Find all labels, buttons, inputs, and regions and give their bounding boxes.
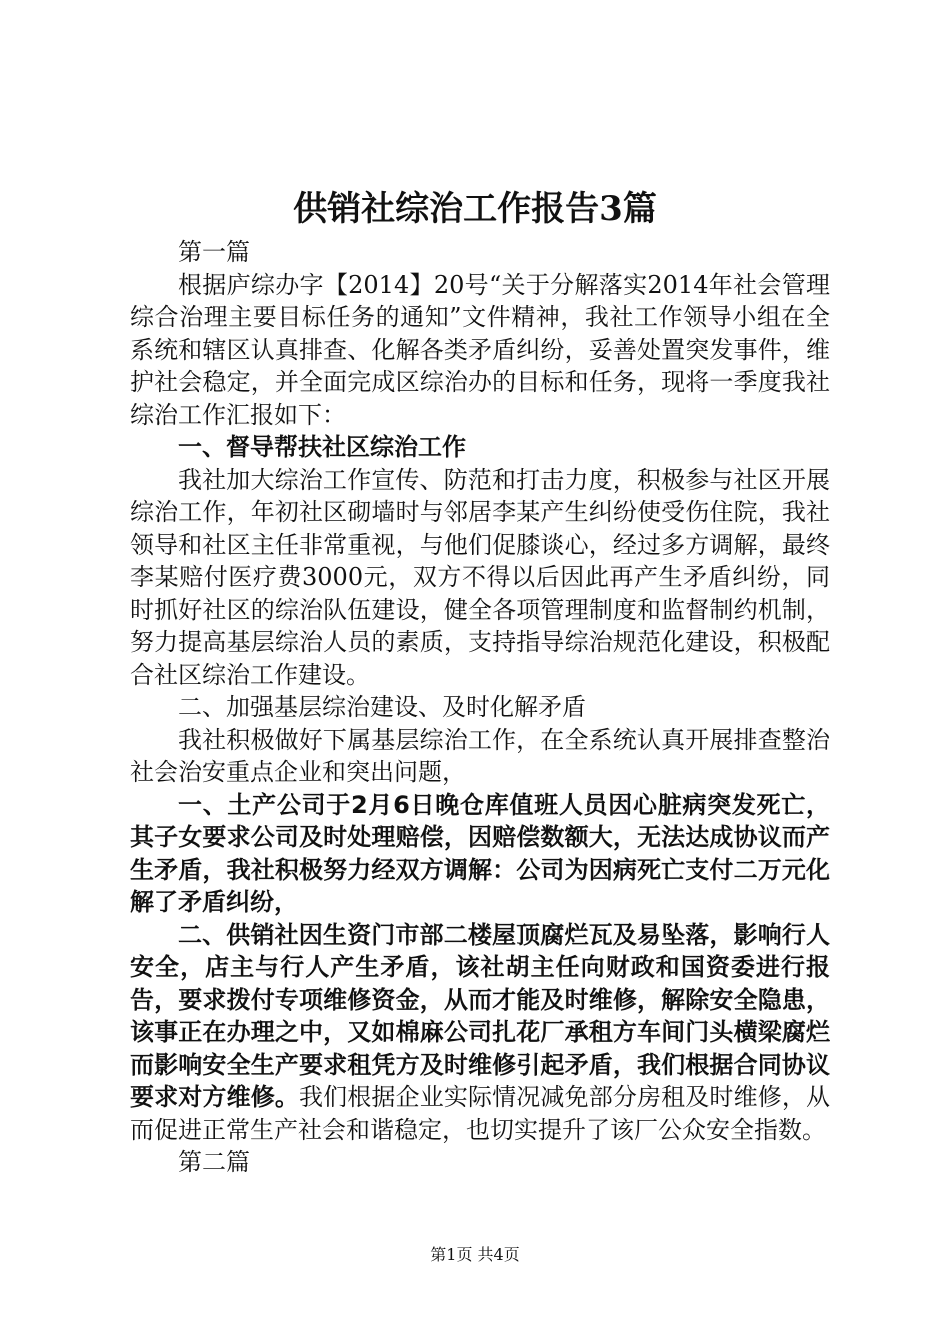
grassroots-paragraph: 我社积极做好下属基层综治工作，在全系统认真开展排查整治社会治安重点企业和突出问题， (130, 725, 830, 786)
heading-grassroots: 二、加强基层综治建设、及时化解矛盾 (178, 693, 586, 721)
item-supply-coop (130, 919, 830, 1147)
document-title: 供销社综治工作报告3篇 (293, 189, 657, 229)
page-footer: 第1页 共4页 (430, 1245, 520, 1264)
item-supply-coop-bold: 二、供销社因生资门市部二楼屋顶腐烂瓦及易坠落，影响行人安全，店主与行人产生矛盾，该社胡主任向财政和国资委进行报告，要求拨付专项维修资金，从而才能及时维修，解除安全隐患，该事正在办理之中，又如棉麻公司扎花厂承租方车间门头横梁腐烂而影响安全生产要求租凭方及时维修引起矛盾，我们根据合同协议要求对方维修。 (130, 920, 830, 1111)
item-tuchan-company: 一、土产公司于2月6日晚仓库值班人员因心脏病突发死亡，其子女要求公司及时处理赔偿，因赔偿数额大，无法达成协议而产生矛盾，我社积极努力经双方调解：公司为因病死亡支付二万元化解了矛盾纠纷， (130, 790, 830, 916)
document-body (130, 236, 830, 1179)
section-label-first: 第一篇 (178, 238, 250, 266)
section-label-second: 第二篇 (178, 1148, 250, 1176)
heading-community-work: 一、督导帮扶社区综治工作 (178, 433, 466, 461)
community-work-paragraph: 我社加大综治工作宣传、防范和打击力度，积极参与社区开展综治工作，年初社区砌墙时与邻居李某产生纠纷使受伤住院，我社领导和社区主任非常重视，与他们促膝谈心，经过多方调解，最终李某赔付医疗费3000元，双方不得以后因此再产生矛盾纠纷，同时抓好社区的综治队伍建设，健全各项管理制度和监督制约机制，努力提高基层综治人员的素质，支持指导综治规范化建设，积极配合社区综治工作建设。 (130, 465, 830, 689)
item-supply-coop-rest: 我们根据企业实际情况减免部分房租及时维修，从而促进正常生产社会和谐稳定，也切实提升了该厂公众安全指数。 (130, 1083, 830, 1144)
intro-paragraph: 根据庐综办字【2014】20号“关于分解落实2014年社会管理综合治理主要目标任务的通知”文件精神，我社工作领导小组在全系统和辖区认真排查、化解各类矛盾纠纷，妥善处置突发事件，维护社会稳定，并全面完成区综治办的目标和任务，现将一季度我社综治工作汇报如下： (130, 270, 830, 429)
